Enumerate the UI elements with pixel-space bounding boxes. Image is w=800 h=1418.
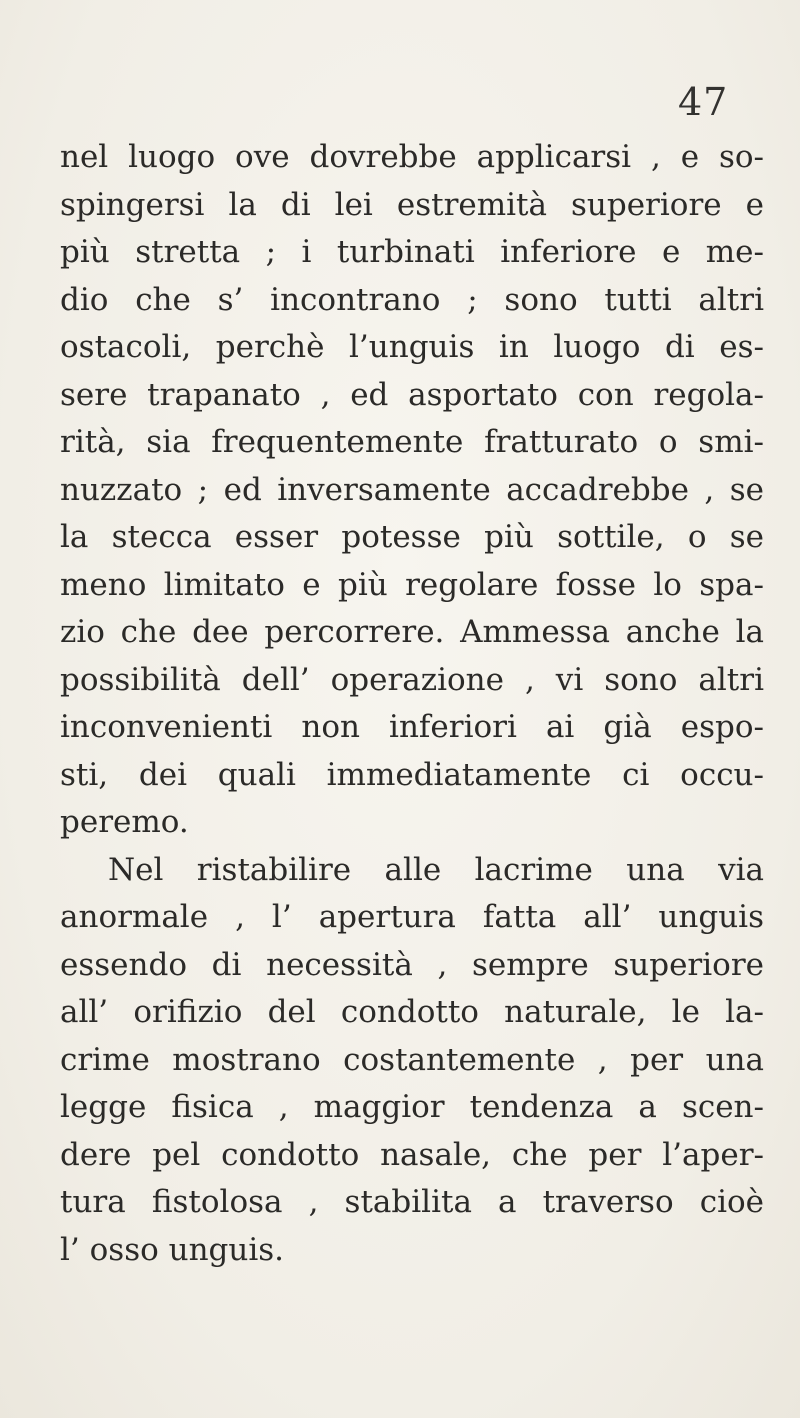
text-line: peremo. xyxy=(60,804,189,840)
text-line: essendo di necessità , sempre superiore xyxy=(60,946,764,983)
text-line: nuzzato ; ed inversamente accadrebbe , se xyxy=(60,471,764,508)
text-line: ostacoli, perchè l’unguis in luogo di es- xyxy=(60,329,764,365)
text-line: più stretta ; i turbinati inferiore e me- xyxy=(60,234,764,270)
text-line: dere pel condotto nasale, che per l’aper- xyxy=(60,1136,764,1173)
text-line: tura fistolosa , stabilita a traverso cioè xyxy=(60,1184,764,1220)
body-text xyxy=(60,134,764,1274)
text-line: l’ osso unguis. xyxy=(60,1231,285,1268)
text-line: Nel ristabilire alle lacrime una via xyxy=(108,851,764,888)
text-line: la stecca esser potesse più sottile, o se xyxy=(60,519,764,555)
text-line: nel luogo ove dovrebbe applicarsi , e so- xyxy=(60,139,764,175)
text-line: all’ orifizio del condotto naturale, le la- xyxy=(60,994,764,1030)
page-number: 47 xyxy=(678,80,729,124)
text-line: anormale , l’ apertura fatta all’ unguis xyxy=(60,899,764,935)
text-line: spingersi la di lei estremità superiore e xyxy=(60,186,764,223)
text-line: possibilità dell’ operazione , vi sono altri xyxy=(60,661,764,698)
text-line: meno limitato e più regolare fosse lo spa- xyxy=(60,566,764,603)
text-line: rità, sia frequentemente fratturato o smi- xyxy=(60,424,764,460)
text-line: inconvenienti non inferiori ai già espo- xyxy=(60,709,764,745)
text-line: zio che dee percorrere. Ammessa anche la xyxy=(60,614,764,650)
text-line: sti, dei quali immediatamente ci occu- xyxy=(60,756,764,793)
text-line: dio che s’ incontrano ; sono tutti altri xyxy=(60,281,764,318)
text-line: crime mostrano costantemente , per una xyxy=(60,1041,764,1078)
text-line: sere trapanato , ed asportato con regola- xyxy=(60,376,764,413)
text-line: legge fisica , maggior tendenza a scen- xyxy=(60,1089,764,1125)
